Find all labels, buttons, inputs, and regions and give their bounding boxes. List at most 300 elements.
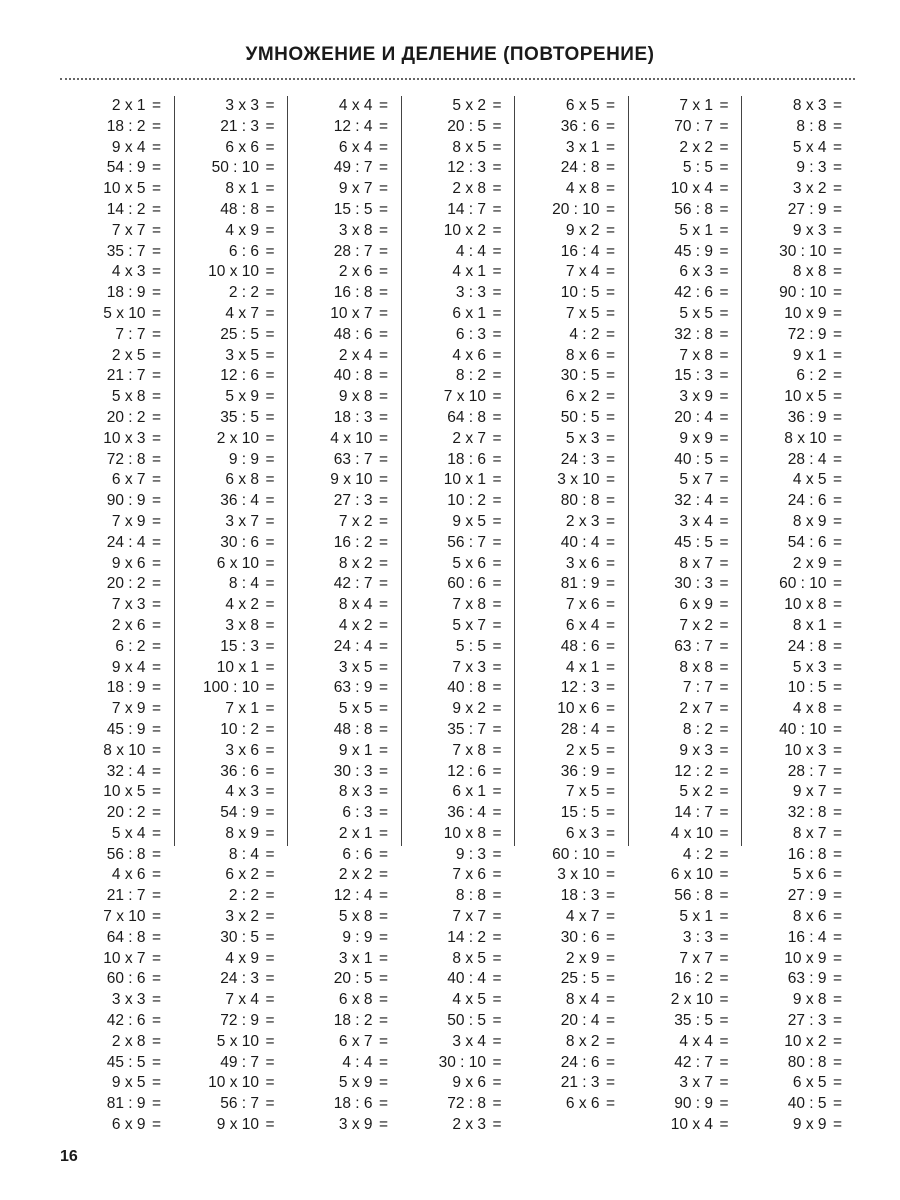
- exercise-item: [402, 949, 515, 970]
- equals-sign: =: [265, 325, 275, 343]
- equals-sign: =: [378, 325, 389, 343]
- exercise-expression: 3 x 3: [111, 991, 146, 1009]
- exercise-item: [742, 470, 855, 491]
- exercise-item: [60, 741, 174, 762]
- exercise-expression: 4 x 1: [452, 263, 486, 281]
- equals-sign: =: [492, 408, 502, 426]
- exercise-item: [175, 554, 288, 575]
- exercise-item: [629, 574, 742, 595]
- exercise-expression: 36 : 6: [220, 762, 259, 780]
- exercise-item: [742, 678, 855, 699]
- equals-sign: =: [378, 700, 389, 718]
- exercise-expression: 8 x 10: [784, 429, 827, 447]
- equals-sign: =: [832, 658, 843, 676]
- exercise-expression: 80 : 8: [787, 1053, 827, 1071]
- exercise-expression: 40 : 10: [779, 720, 827, 738]
- equals-sign: =: [719, 637, 729, 655]
- exercise-item: [60, 762, 174, 783]
- equals-sign: =: [719, 512, 729, 530]
- equals-sign: =: [265, 367, 275, 385]
- equals-sign: =: [719, 658, 729, 676]
- exercise-item: [629, 637, 742, 658]
- exercise-item: [402, 470, 515, 491]
- exercise-expression: 5 x 3: [565, 429, 600, 447]
- equals-sign: =: [492, 554, 502, 572]
- equals-sign: =: [378, 304, 389, 322]
- exercise-item: [515, 1011, 628, 1032]
- exercise-item: [175, 574, 288, 595]
- exercise-expression: 6 x 9: [679, 596, 713, 614]
- exercise-expression: 10 x 3: [103, 429, 146, 447]
- exercise-item: [175, 907, 288, 928]
- exercise-expression: 24 : 8: [560, 159, 600, 177]
- exercise-item: [288, 117, 401, 138]
- equals-sign: =: [378, 804, 389, 822]
- exercise-expression: 18 : 3: [560, 887, 600, 905]
- equals-sign: =: [265, 1095, 275, 1113]
- exercise-expression: 5 x 3: [792, 658, 827, 676]
- equals-sign: =: [605, 200, 616, 218]
- exercise-item: [288, 637, 401, 658]
- exercise-expression: 4 x 9: [225, 221, 259, 239]
- exercise-expression: 50 : 10: [211, 159, 259, 177]
- exercise-expression: 18 : 2: [106, 117, 146, 135]
- exercise-expression: 10 x 3: [784, 741, 827, 759]
- exercise-expression: 4 x 6: [452, 346, 486, 364]
- exercise-item: [288, 990, 401, 1011]
- exercise-expression: 12 : 3: [447, 159, 486, 177]
- equals-sign: =: [265, 388, 275, 406]
- equals-sign: =: [492, 533, 502, 551]
- exercise-item: [175, 865, 288, 886]
- exercise-item: [742, 1073, 855, 1094]
- equals-sign: =: [265, 180, 275, 198]
- exercise-expression: 5 x 7: [679, 471, 713, 489]
- equals-sign: =: [605, 928, 616, 946]
- equals-sign: =: [605, 824, 616, 842]
- exercise-item: [175, 512, 288, 533]
- exercise-item: [402, 574, 515, 595]
- exercise-item: [515, 366, 628, 387]
- exercise-expression: 45 : 9: [106, 720, 146, 738]
- exercise-expression: 16 : 8: [787, 845, 827, 863]
- exercise-item: [288, 429, 401, 450]
- exercise-expression: 7 x 4: [225, 991, 259, 1009]
- exercise-expression: 56 : 8: [674, 200, 713, 218]
- exercise-expression: 7 x 6: [565, 596, 600, 614]
- equals-sign: =: [605, 533, 616, 551]
- equals-sign: =: [605, 138, 616, 156]
- exercise-expression: 6 : 6: [342, 845, 373, 863]
- exercise-expression: 5 x 10: [103, 304, 146, 322]
- equals-sign: =: [265, 346, 275, 364]
- exercise-expression: 9 : 3: [455, 845, 486, 863]
- exercise-expression: 48 : 6: [333, 325, 373, 343]
- exercise-item: [175, 387, 288, 408]
- exercise-expression: 3 x 6: [565, 554, 600, 572]
- exercise-expression: 9 x 6: [111, 554, 146, 572]
- exercise-item: [629, 658, 742, 679]
- exercise-item: [60, 949, 174, 970]
- exercise-expression: 9 x 3: [792, 221, 827, 239]
- exercise-item: [742, 1094, 855, 1115]
- exercise-expression: 40 : 8: [333, 367, 373, 385]
- exercise-item: [288, 242, 401, 263]
- exercise-expression: 48 : 6: [560, 637, 600, 655]
- exercise-expression: 20 : 2: [106, 408, 146, 426]
- exercise-item: [629, 803, 742, 824]
- equals-sign: =: [719, 804, 729, 822]
- equals-sign: =: [265, 159, 275, 177]
- equals-sign: =: [605, 221, 616, 239]
- exercise-expression: 6 x 3: [565, 824, 600, 842]
- equals-sign: =: [492, 242, 502, 260]
- exercise-expression: 6 x 2: [225, 866, 259, 884]
- exercise-expression: 12 : 4: [333, 117, 373, 135]
- exercise-item: [402, 803, 515, 824]
- exercise-item: [742, 928, 855, 949]
- exercise-item: [629, 533, 742, 554]
- exercise-expression: 27 : 9: [787, 200, 827, 218]
- exercise-expression: 3 x 9: [338, 1116, 373, 1134]
- exercise-item: [402, 824, 515, 845]
- exercise-item: [288, 949, 401, 970]
- equals-sign: =: [719, 1053, 729, 1071]
- exercise-expression: 10 x 10: [208, 263, 259, 281]
- exercise-expression: 21 : 7: [106, 887, 146, 905]
- exercise-expression: 7 x 2: [338, 512, 373, 530]
- exercise-item: [175, 782, 288, 803]
- equals-sign: =: [151, 138, 162, 156]
- exercise-expression: 8 x 10: [103, 741, 146, 759]
- exercise-item: [288, 1115, 401, 1136]
- equals-sign: =: [151, 263, 162, 281]
- exercise-item: [742, 346, 855, 367]
- exercise-item: [60, 699, 174, 720]
- equals-sign: =: [378, 928, 389, 946]
- exercise-item: [402, 907, 515, 928]
- exercise-expression: 9 x 9: [679, 429, 713, 447]
- equals-sign: =: [265, 762, 275, 780]
- equals-sign: =: [492, 991, 502, 1009]
- equals-sign: =: [832, 180, 843, 198]
- exercise-item: [60, 117, 174, 138]
- exercise-expression: 6 x 6: [565, 1095, 600, 1113]
- equals-sign: =: [605, 637, 616, 655]
- exercise-item: [288, 1053, 401, 1074]
- exercise-item: [288, 346, 401, 367]
- exercise-expression: 6 : 2: [796, 367, 827, 385]
- equals-sign: =: [151, 804, 162, 822]
- exercise-item: [175, 366, 288, 387]
- exercise-expression: 30 : 3: [333, 762, 373, 780]
- exercise-expression: 5 x 8: [338, 908, 373, 926]
- equals-sign: =: [832, 887, 843, 905]
- equals-sign: =: [832, 596, 843, 614]
- exercise-item: [175, 200, 288, 221]
- exercise-expression: 30 : 10: [438, 1053, 486, 1071]
- exercise-expression: 10 : 2: [447, 492, 486, 510]
- exercise-item: [60, 554, 174, 575]
- equals-sign: =: [378, 346, 389, 364]
- exercise-expression: 3 x 2: [225, 908, 259, 926]
- exercise-expression: 56 : 7: [220, 1095, 259, 1113]
- equals-sign: =: [719, 325, 729, 343]
- exercise-item: [742, 200, 855, 221]
- exercise-expression: 63 : 7: [674, 637, 713, 655]
- equals-sign: =: [832, 720, 843, 738]
- equals-sign: =: [265, 138, 275, 156]
- exercise-expression: 20 : 5: [333, 970, 373, 988]
- exercise-expression: 3 x 1: [338, 949, 373, 967]
- equals-sign: =: [832, 533, 843, 551]
- equals-sign: =: [605, 512, 616, 530]
- exercise-expression: 6 x 4: [338, 138, 373, 156]
- exercise-item: [742, 117, 855, 138]
- exercise-item: [60, 782, 174, 803]
- exercise-item: [175, 346, 288, 367]
- exercise-expression: 30 : 3: [674, 575, 713, 593]
- exercise-item: [742, 138, 855, 159]
- exercise-expression: 4 : 2: [569, 325, 600, 343]
- equals-sign: =: [492, 866, 502, 884]
- exercise-item: [515, 574, 628, 595]
- exercise-expression: 2 x 10: [216, 429, 259, 447]
- exercise-expression: 9 x 2: [565, 221, 600, 239]
- equals-sign: =: [151, 658, 162, 676]
- exercise-expression: 6 x 8: [225, 471, 259, 489]
- exercise-item: [175, 741, 288, 762]
- exercise-item: [175, 283, 288, 304]
- exercise-expression: 15 : 3: [220, 637, 259, 655]
- equals-sign: =: [832, 97, 843, 114]
- equals-sign: =: [378, 1095, 389, 1113]
- exercise-expression: 2 x 6: [338, 263, 373, 281]
- exercise-expression: 40 : 5: [674, 450, 713, 468]
- equals-sign: =: [605, 325, 616, 343]
- exercise-expression: 30 : 6: [560, 928, 600, 946]
- equals-sign: =: [151, 117, 162, 135]
- equals-sign: =: [719, 1116, 729, 1134]
- exercise-item: [402, 1032, 515, 1053]
- exercise-item: [175, 1073, 288, 1094]
- exercise-item: [629, 699, 742, 720]
- exercise-expression: 40 : 8: [447, 679, 486, 697]
- exercise-expression: 10 x 5: [103, 783, 146, 801]
- exercise-expression: 81 : 9: [560, 575, 600, 593]
- equals-sign: =: [265, 221, 275, 239]
- exercise-expression: 8 : 4: [228, 575, 259, 593]
- exercise-item: [60, 574, 174, 595]
- equals-sign: =: [378, 991, 389, 1009]
- exercise-item: [629, 221, 742, 242]
- exercise-item: [742, 429, 855, 450]
- equals-sign: =: [719, 700, 729, 718]
- exercise-expression: 5 x 9: [225, 388, 259, 406]
- exercise-item: [742, 886, 855, 907]
- exercise-item: [60, 720, 174, 741]
- equals-sign: =: [378, 388, 389, 406]
- exercise-expression: 8 : 8: [455, 887, 486, 905]
- equals-sign: =: [719, 741, 729, 759]
- equals-sign: =: [719, 408, 729, 426]
- exercise-expression: 7 x 2: [679, 616, 713, 634]
- exercise-item: [742, 574, 855, 595]
- exercise-expression: 5 x 1: [679, 221, 713, 239]
- exercise-item: [288, 262, 401, 283]
- exercise-item: [60, 658, 174, 679]
- exercise-expression: 25 : 5: [220, 325, 259, 343]
- exercise-expression: 30 : 5: [220, 928, 259, 946]
- exercise-item: [515, 96, 628, 117]
- equals-sign: =: [832, 928, 843, 946]
- exercise-expression: 6 x 2: [565, 388, 600, 406]
- exercise-item: [515, 845, 628, 866]
- exercise-expression: 10 x 7: [330, 304, 373, 322]
- exercise-expression: 24 : 4: [106, 533, 146, 551]
- exercise-item: [742, 616, 855, 637]
- exercise-item: [288, 200, 401, 221]
- exercise-item: [175, 990, 288, 1011]
- equals-sign: =: [492, 159, 502, 177]
- exercise-expression: 6 x 1: [452, 783, 486, 801]
- exercise-item: [402, 366, 515, 387]
- exercise-item: [515, 990, 628, 1011]
- exercise-expression: 12 : 6: [220, 367, 259, 385]
- exercise-grid: [60, 96, 855, 1134]
- exercise-expression: 20 : 10: [552, 200, 600, 218]
- equals-sign: =: [719, 991, 729, 1009]
- exercise-item: [515, 491, 628, 512]
- exercise-item: [175, 803, 288, 824]
- equals-sign: =: [605, 804, 616, 822]
- exercise-expression: 27 : 3: [333, 492, 373, 510]
- equals-sign: =: [832, 304, 843, 322]
- equals-sign: =: [832, 1032, 843, 1050]
- exercise-item: [288, 699, 401, 720]
- equals-sign: =: [151, 679, 162, 697]
- equals-sign: =: [719, 554, 729, 572]
- equals-sign: =: [605, 117, 616, 135]
- exercise-item: [175, 658, 288, 679]
- equals-sign: =: [832, 408, 843, 426]
- equals-sign: =: [151, 616, 162, 634]
- exercise-item: [515, 886, 628, 907]
- exercise-expression: 45 : 5: [674, 533, 713, 551]
- equals-sign: =: [151, 970, 162, 988]
- exercise-item: [402, 1073, 515, 1094]
- exercise-expression: 7 x 10: [103, 908, 146, 926]
- exercise-expression: 8 x 3: [792, 97, 827, 114]
- exercise-expression: 7 x 5: [565, 783, 600, 801]
- exercise-expression: 10 : 5: [787, 679, 827, 697]
- exercise-expression: 64 : 8: [447, 408, 486, 426]
- exercise-expression: 18 : 6: [447, 450, 486, 468]
- exercise-expression: 60 : 10: [779, 575, 827, 593]
- exercise-item: [288, 304, 401, 325]
- equals-sign: =: [492, 596, 502, 614]
- exercise-item: [515, 741, 628, 762]
- exercise-expression: 10 x 2: [784, 1032, 827, 1050]
- exercise-expression: 10 x 8: [443, 824, 486, 842]
- exercise-expression: 28 : 7: [333, 242, 373, 260]
- exercise-expression: 8 x 9: [792, 512, 827, 530]
- exercise-item: [60, 1073, 174, 1094]
- exercise-expression: 10 x 5: [784, 388, 827, 406]
- exercise-item: [742, 1011, 855, 1032]
- exercise-item: [742, 450, 855, 471]
- exercise-item: [402, 96, 515, 117]
- equals-sign: =: [832, 949, 843, 967]
- exercise-expression: 10 x 10: [208, 1074, 259, 1092]
- equals-sign: =: [378, 367, 389, 385]
- exercise-item: [288, 762, 401, 783]
- equals-sign: =: [151, 180, 162, 198]
- exercise-expression: 18 : 3: [333, 408, 373, 426]
- exercise-expression: 9 x 7: [338, 180, 373, 198]
- exercise-item: [515, 720, 628, 741]
- exercise-expression: 4 x 4: [338, 97, 373, 114]
- equals-sign: =: [265, 1116, 275, 1134]
- equals-sign: =: [265, 512, 275, 530]
- exercise-expression: 6 x 6: [225, 138, 259, 156]
- exercise-item: [402, 1053, 515, 1074]
- exercise-expression: 18 : 6: [333, 1095, 373, 1113]
- exercise-column-5: [514, 96, 628, 1113]
- exercise-item: [402, 283, 515, 304]
- exercise-expression: 3 : 3: [682, 928, 713, 946]
- exercise-expression: 60 : 10: [552, 845, 600, 863]
- exercise-expression: 8 x 7: [679, 554, 713, 572]
- exercise-item: [402, 554, 515, 575]
- equals-sign: =: [492, 720, 502, 738]
- exercise-expression: 4 x 10: [330, 429, 373, 447]
- equals-sign: =: [719, 492, 729, 510]
- exercise-expression: 3 x 5: [338, 658, 373, 676]
- exercise-item: [515, 450, 628, 471]
- equals-sign: =: [605, 492, 616, 510]
- exercise-expression: 3 x 8: [338, 221, 373, 239]
- exercise-expression: 8 x 4: [565, 991, 600, 1009]
- exercise-expression: 3 x 2: [792, 180, 827, 198]
- equals-sign: =: [265, 637, 275, 655]
- exercise-expression: 4 x 10: [670, 824, 713, 842]
- exercise-item: [60, 637, 174, 658]
- exercise-expression: 14 : 7: [674, 804, 713, 822]
- exercise-expression: 4 x 3: [225, 783, 259, 801]
- equals-sign: =: [378, 1012, 389, 1030]
- exercise-item: [515, 907, 628, 928]
- exercise-expression: 35 : 7: [447, 720, 486, 738]
- exercise-expression: 9 x 10: [330, 471, 373, 489]
- equals-sign: =: [492, 512, 502, 530]
- exercise-expression: 5 x 8: [111, 388, 146, 406]
- exercise-item: [288, 574, 401, 595]
- exercise-expression: 36 : 4: [220, 492, 259, 510]
- equals-sign: =: [832, 200, 843, 218]
- equals-sign: =: [605, 367, 616, 385]
- exercise-expression: 6 : 3: [455, 325, 486, 343]
- equals-sign: =: [265, 908, 275, 926]
- equals-sign: =: [265, 949, 275, 967]
- exercise-item: [742, 158, 855, 179]
- exercise-item: [742, 262, 855, 283]
- exercise-expression: 50 : 5: [447, 1012, 486, 1030]
- exercise-item: [402, 782, 515, 803]
- equals-sign: =: [719, 845, 729, 863]
- exercise-expression: 10 x 2: [443, 221, 486, 239]
- exercise-item: [288, 886, 401, 907]
